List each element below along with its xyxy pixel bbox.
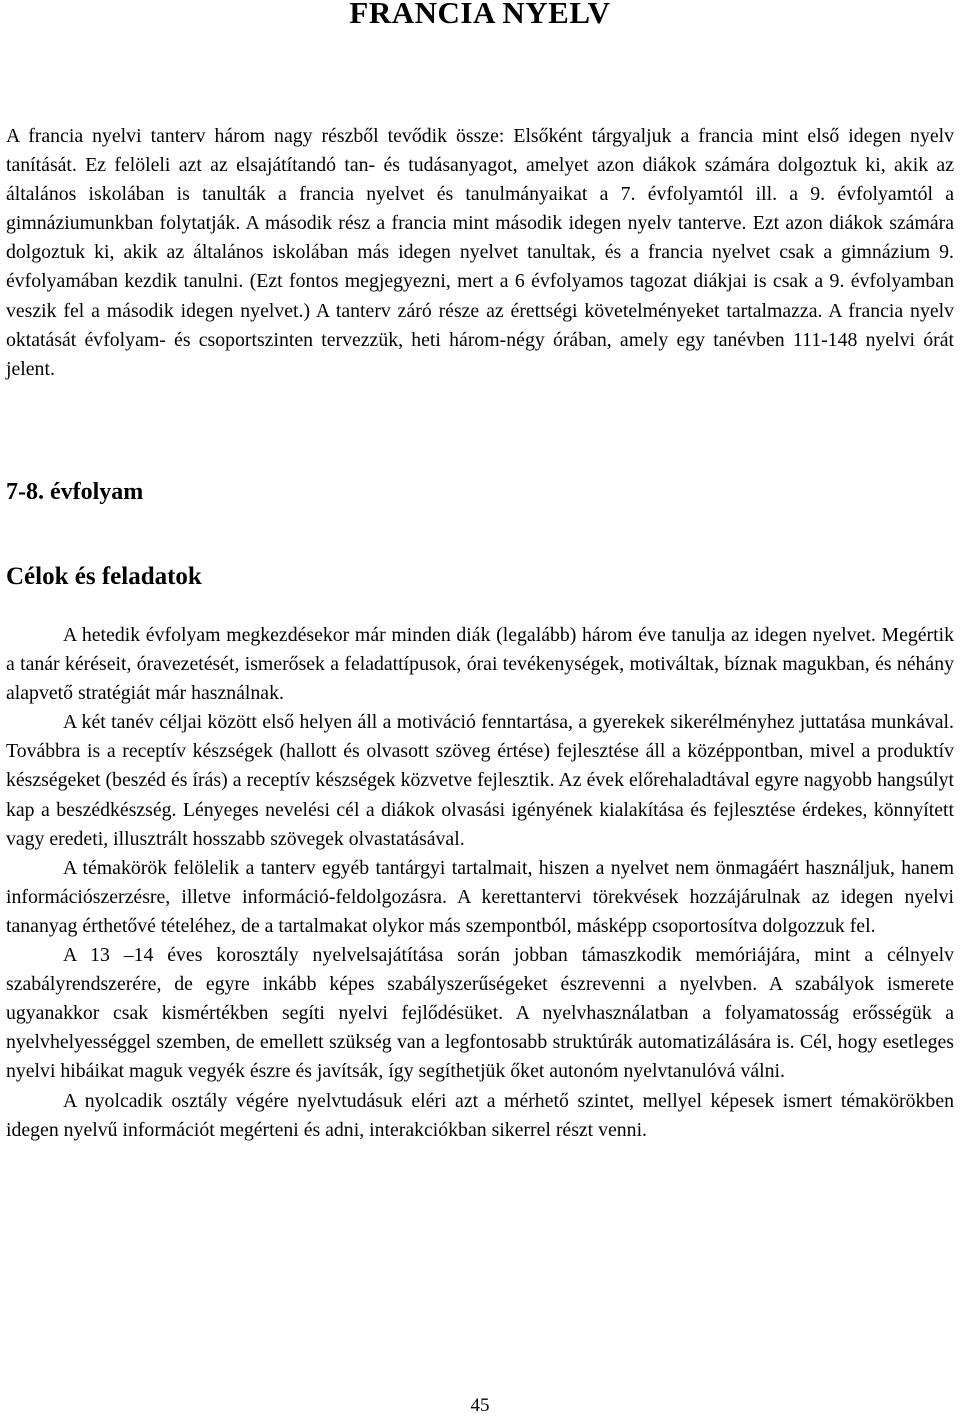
section-heading: Célok és feladatok (6, 563, 202, 590)
paragraph-1: A hetedik évfolyam megkezdésekor már minden diák (legalább) három éve tanulja az idegen nyelvet. Megértik a tanár kéréseit, óravezetését, ismerősek a feladattípusok, órai tevékenységek, motiváltak, bíznak magukban, és néhány alapvető stratégiát már használnak. (6, 624, 954, 705)
paragraph-5: A nyolcadik osztály végére nyelvtudásuk eléri azt a mérhető szintet, mellyel képesek ismert témakörökben idegen nyelvű információt megérteni és adni, interakciókban sikerrel részt venni. (6, 1089, 954, 1141)
paragraph-3: A témakörök felölelik a tanterv egyéb tantárgyi tartalmait, hiszen a nyelvet nem önmagáért használjuk, hanem információszerzésre, illetve információ-feldolgozásra. A kerettantervi törekvések hozzájárulnak az idegen nyelvi tananyag érthetővé tételéhez, de a tartalmakat olykor más szempontból, másképp csoportosítva dolgozzuk fel. (6, 856, 954, 937)
paragraph-4: A 13 –14 éves korosztály nyelvelsajátítása során jobban támaszkodik memóriájára, mint a célnyelv szabályrendszerére, de egyre inkább képes szabályszerűségeket észrevenni a nyelvben. A szabályok ismerete ugyanakkor csak kismértékben segíti nyelvi fejlődésüket. A nyelvhasználatban a folyamatosság erősségük a nyelvhelyességgel szemben, de emellett szükség van a legfontosabb struktúrák automatizálására is. Cél, hogy esetleges nyelvi hibáikat maguk vegyék észre és javítsák, így segíthetjük őket autonóm nyelvtanulóvá válni. (6, 944, 954, 1083)
body-text (6, 621, 954, 1145)
paragraph-2: A két tanév céljai között első helyen áll a motiváció fenntartása, a gyerekek sikerélményhez juttatása munkával. Továbbra is a receptív készségek (hallott és olvasott szöveg értése) fejlesztése áll a középpontban, mivel a produktív készségeket (beszéd és írás) a receptív készségek közvetve fejlesztik. Az évek előrehaladtával egyre nagyobb hangsúlyt kap a beszédkészség. Lényeges nevelési cél a diákok olvasási igényének kialakítása és fejlesztése érdekes, könnyített vagy eredeti, illusztrált hosszabb szövegek olvastatásával. (6, 711, 954, 850)
page-title: FRANCIA NYELV (349, 0, 611, 30)
intro-paragraph: A francia nyelvi tanterv három nagy részből tevődik össze: Elsőként tárgyaljuk a francia mint első idegen nyelv tanítását. Ez felöleli azt az elsajátítandó tan- és tudásanyagot, amelyet azon diákok számára dolgoztuk ki, akik az általános iskolában is tanulták a francia nyelvet és tanulmányaikat a 7. évfolyamtól ill. a 9. évfolyamtól a gimnáziumunkban folytatják. A második rész a francia mint második idegen nyelv tanterve. Ezt azon diákok számára dolgoztuk ki, akik az általános iskolában más idegen nyelvet tanultak, és a francia nyelvet csak a gimnázium 9. évfolyamában kezdik tanulni. (Ezt fontos megjegyezni, mert a 6 évfolyamos tagozat diákjai is csak a 9. évfolyamban veszik fel a második idegen nyelvet.) A tanterv záró része az érettségi követelményeket tartalmazza. A francia nyelv oktatását évfolyam- és csoportszinten tervezzük, heti három-négy órában, amely egy tanévben 111-148 nyelvi órát jelent. (6, 125, 954, 380)
page-number: 45 (470, 1395, 490, 1416)
grade-heading: 7-8. évfolyam (6, 479, 144, 505)
